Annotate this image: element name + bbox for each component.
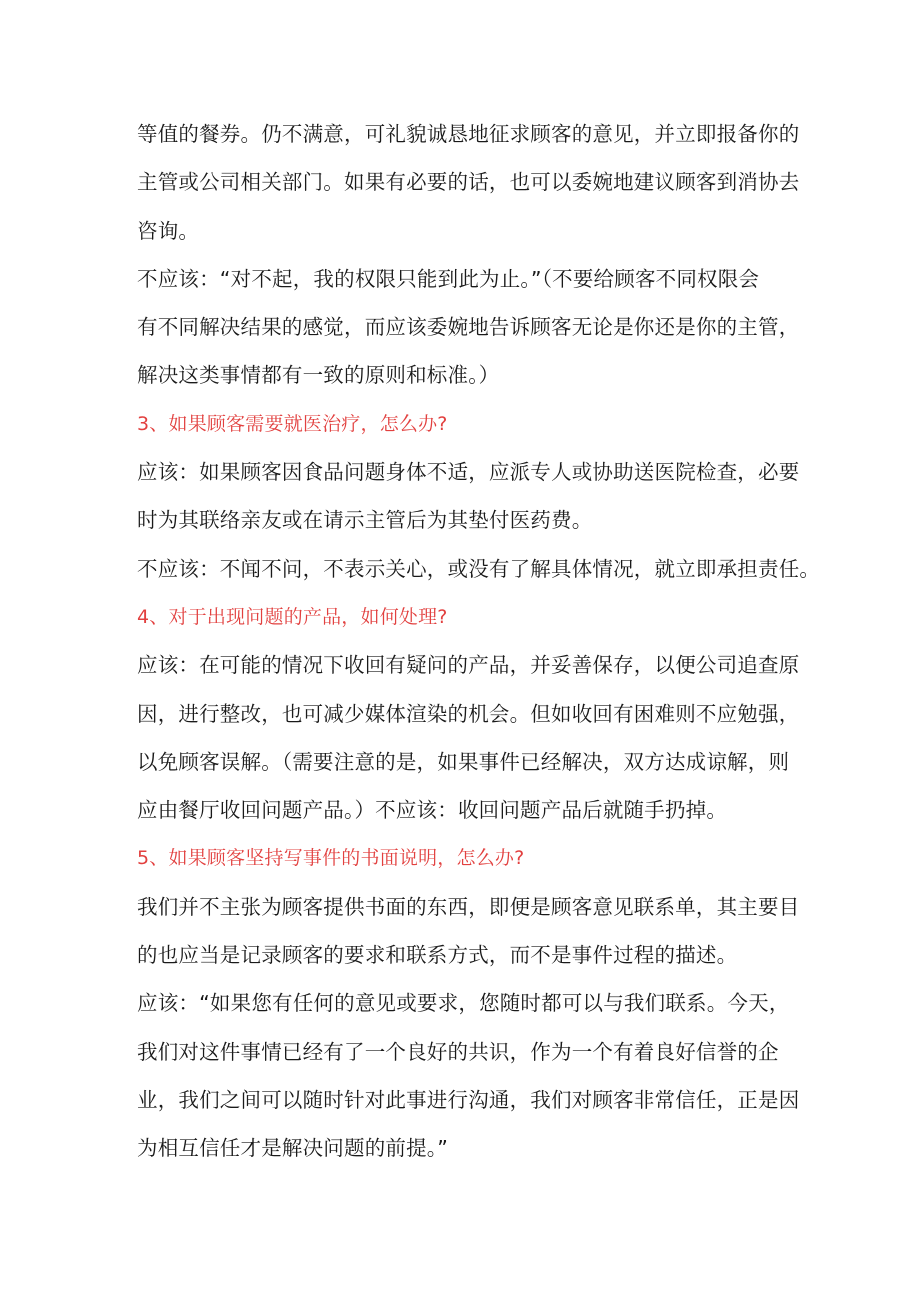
document-body [137, 110, 821, 1173]
text-line: 等值的餐券。仍不满意，可礼貌诚恳地征求顾客的意见，并立即报备你的 [137, 122, 800, 146]
text-line: 应该：在可能的情况下收回有疑问的产品，并妥善保存，以便公司追查原 [137, 653, 800, 678]
text-line: 时为其联络亲友或在请示主管后为其垫付医药费。 [137, 508, 593, 533]
section-heading-4: 4、对于出现问题的产品，如何处理? [137, 605, 448, 628]
text-line: 有不同解决结果的感觉，而应该委婉地告诉顾客无论是你还是你的主管， [137, 315, 800, 340]
text-line: 应由餐厅收回问题产品。）不应该：收回问题产品后就随手扔掉。 [137, 798, 728, 823]
text-line: 解决这类事情都有一致的原则和标准。） [137, 363, 500, 388]
text-line: 因，进行整改，也可减少媒体渲染的机会。但如收回有困难则不应勉强， [137, 701, 800, 726]
text-line: 我们并不主张为顾客提供书面的东西，即便是顾客意见联系单，其主要目 [137, 894, 800, 919]
text-line: 的也应当是记录顾客的要求和联系方式，而不是事件过程的描述。 [137, 943, 738, 968]
text-line: 不应该：“对不起，我的权限只能到此为止。”（不要给顾客不同权限会 [137, 266, 760, 291]
text-line: 咨询。 [137, 218, 200, 243]
text-line: 我们对这件事情已经有了一个良好的共识，作为一个有着良好信誉的企 [137, 1039, 779, 1064]
section-heading-3: 3、如果顾客需要就医治疗，怎么办? [137, 412, 448, 435]
text-line: 为相互信任才是解决问题的前提。” [137, 1136, 449, 1161]
text-line: 应该：如果顾客因食品问题身体不适，应派专人或协助送医院检查，必要 [137, 460, 800, 485]
text-line: 应该：“如果您有任何的意见或要求，您随时都可以与我们联系。今天， [137, 991, 790, 1016]
text-line: 不应该：不闻不问，不表示关心，或没有了解具体情况，就立即承担责任。 [137, 556, 821, 581]
text-line: 主管或公司相关部门。如果有必要的话，也可以委婉地建议顾客到消协去 [137, 170, 800, 195]
section-heading-5: 5、如果顾客坚持写事件的书面说明，怎么办? [137, 847, 525, 870]
text-line: 以免顾客误解。（需要注意的是，如果事件已经解决，双方达成谅解，则 [137, 749, 790, 774]
text-line: 业，我们之间可以随时针对此事进行沟通，我们对顾客非常信任，正是因 [137, 1087, 800, 1112]
